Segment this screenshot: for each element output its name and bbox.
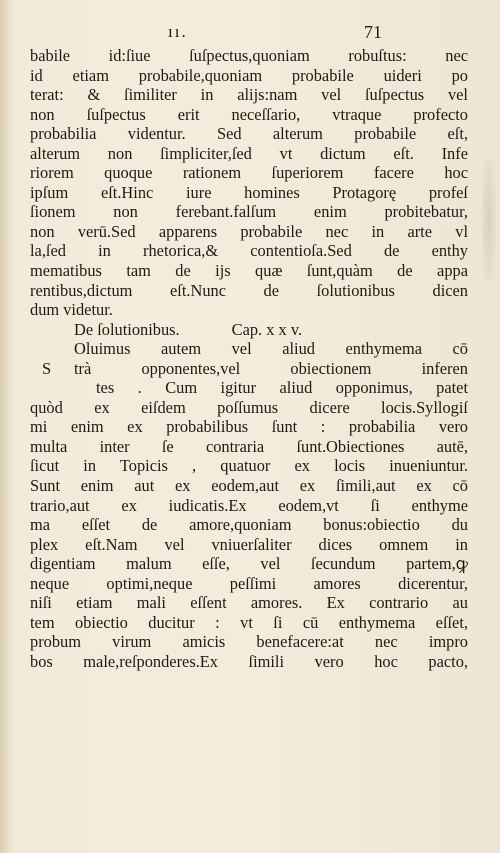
text-line: plex eſt.Nam vel vniuerſaliter dices omnem in xyxy=(30,534,468,554)
text-line: trario,aut ex iudicatis.Ex eodem,vt ſi enthyme xyxy=(30,495,468,515)
text-line: quòd ex eiſdem poſſumus dicere locis.Syllogiſ xyxy=(30,397,468,417)
text-line: riorem quoque rationem ſuperiorem facere hoc xyxy=(30,163,468,183)
text-line: ſionem non ferebant.falſum enim probitebatur, xyxy=(30,202,468,222)
text-line: bos male,reſponderes.Ex ſimili vero hoc pacto, xyxy=(30,651,468,671)
text-line: mematibus tam de ijs quæ ſunt,quàm de appa xyxy=(30,261,468,281)
text-line: tem obiectio ducitur : vt ſi cū enthymema eſſet, xyxy=(30,612,468,632)
text-line: digentiam malum eſſe, vel ſecundum partem,ꝙ xyxy=(30,554,468,574)
text-line: babile id:ſiue ſuſpectus,quoniam robuſtus: nec xyxy=(30,46,468,65)
page-number: 71 xyxy=(364,22,382,42)
text-line: neque optimi,neque peſſimi amores dicerentur, xyxy=(30,573,468,593)
text-line: niſi etiam mali eſſent amores. Ex contrario au xyxy=(30,593,468,613)
show-through-stain xyxy=(482,160,496,280)
text-line: probabilia videntur. Sed alterum probabile eſt, xyxy=(30,124,468,144)
chapter-number: Cap. x x v. xyxy=(231,319,303,339)
chapter-title: De ſolutionibus. xyxy=(74,319,180,339)
text-line: ſicut in Topicis , quatuor ex locis inueniuntur. xyxy=(30,456,468,476)
text-line-content: trà opponentes,vel obiectionem inferen xyxy=(74,358,468,378)
initial-guide-letter: S xyxy=(42,358,52,378)
body-text xyxy=(30,46,468,672)
text-line: ma eſſet de amore,quoniam bonus:obiectio du xyxy=(30,515,468,535)
text-line: terat: & ſimiliter in alijs:nam vel ſuſpectus vel xyxy=(30,85,468,105)
text-line: probum virum amicis benefacere:at nec impro xyxy=(30,632,468,652)
signature-mark: ıı. xyxy=(168,22,188,41)
text-line: rentibus,dictum eſt.Nunc de ſolutionibus dicen xyxy=(30,280,468,300)
page-gutter-shadow xyxy=(0,0,10,853)
text-line: Sunt enim aut ex eodem,aut ex ſimili,aut ex cō xyxy=(30,476,468,496)
text-line: id etiam probabile,quoniam probabile uideri po xyxy=(30,65,468,85)
text-line: dum videtur. xyxy=(30,300,113,320)
chapter-heading xyxy=(30,320,468,340)
text-line: non verū.Sed apparens probabile nec in arte vl xyxy=(30,221,468,241)
text-line: alterum non ſimpliciter,ſed vt dictum eſt. Infe xyxy=(30,143,468,163)
text-line: tes . Cum igitur aliud opponimus, patet xyxy=(96,378,468,398)
text-line: Oluimus autem vel aliud enthymema cō xyxy=(74,339,468,359)
text-line: mi enim ex probabilibus ſunt : probabilia vero xyxy=(30,417,468,437)
text-line-with-guide-letter xyxy=(30,359,468,379)
text-line: multa inter ſe contraria ſunt.Obiectiones autē, xyxy=(30,436,468,456)
text-line: non ſuſpectus erit neceſſario, vtraque profecto xyxy=(30,104,468,124)
text-line: ipſum eſt.Hinc iure homines Protagorę profeſ xyxy=(30,182,468,202)
text-line: la,ſed in rhetorica,& contentioſa.Sed de enthy xyxy=(30,241,468,261)
